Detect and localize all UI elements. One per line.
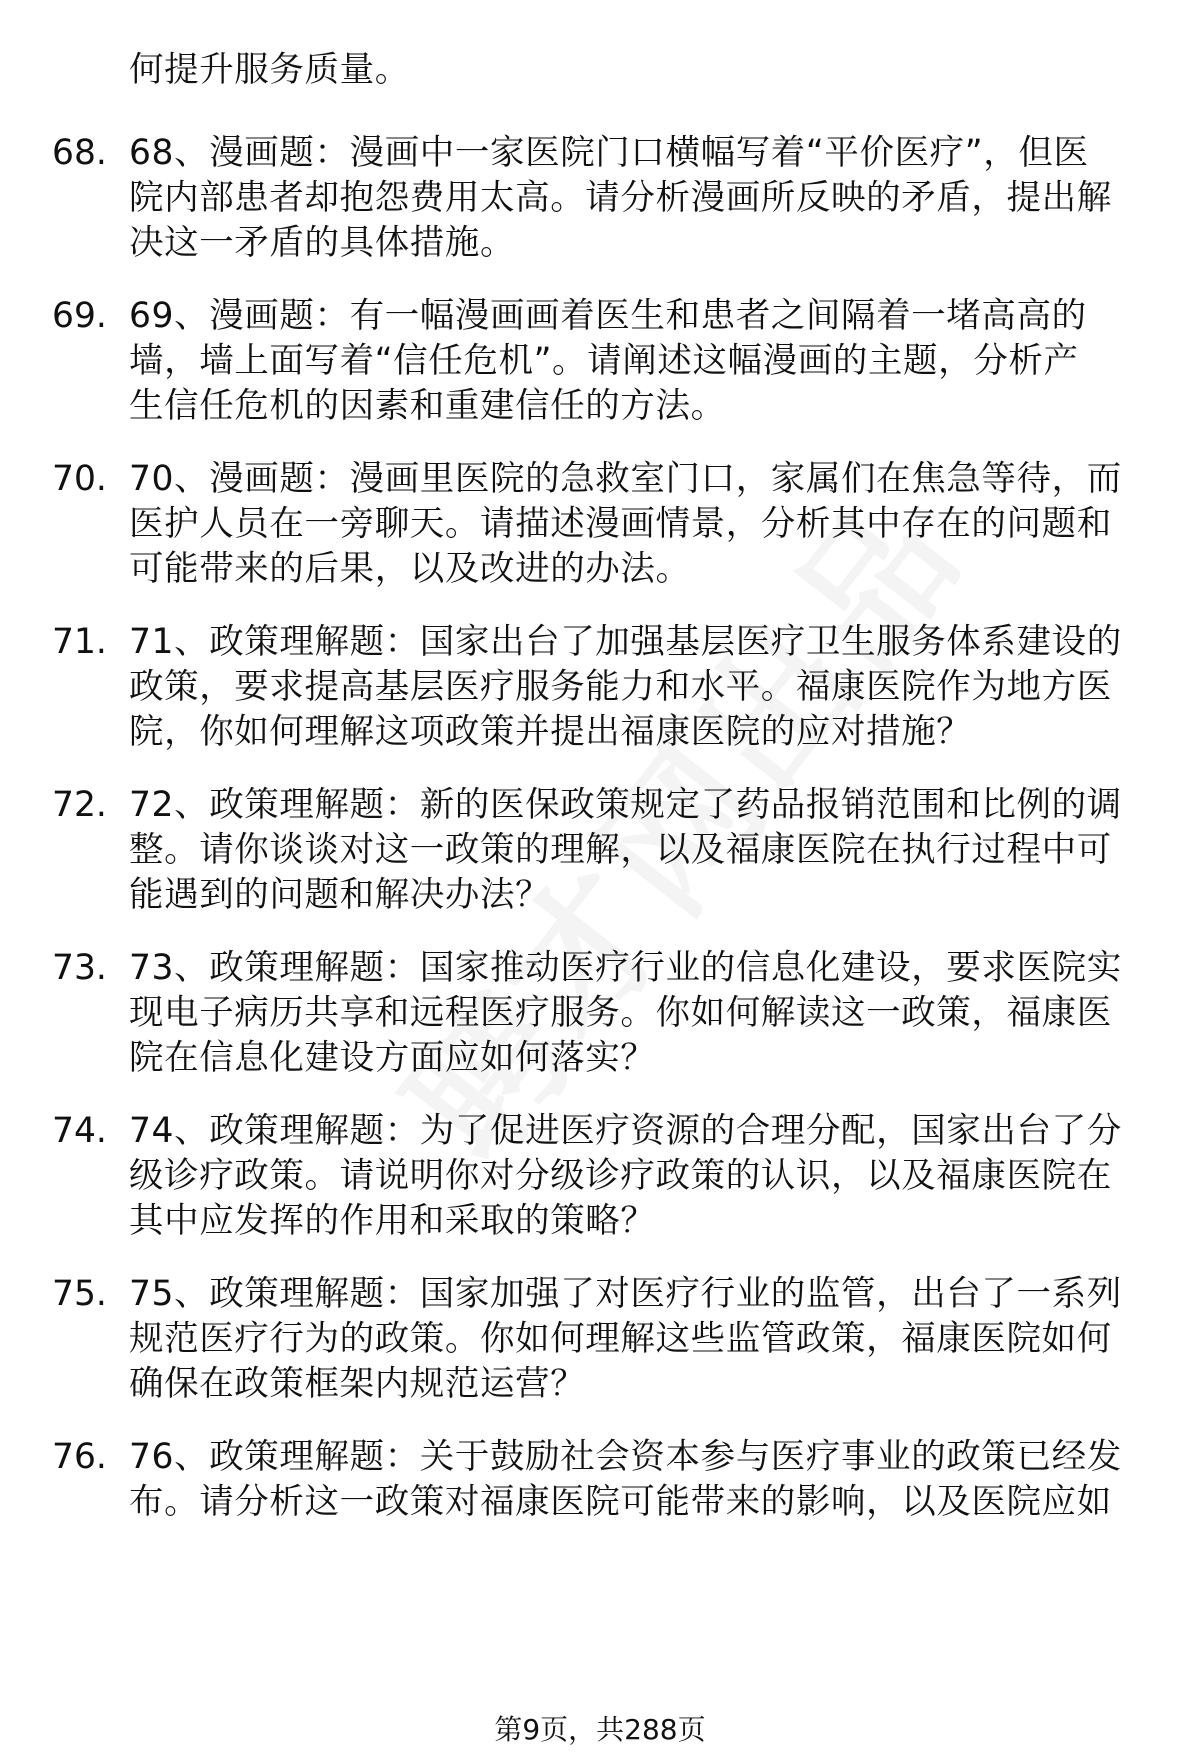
line-text: 政策，要求提高基层医疗服务能力和水平。福康医院作为地方医: [129, 667, 1112, 707]
line-text: 医护人员在一旁聊天。请描述漫画情景，分析其中存在的问题和: [129, 504, 1112, 544]
line-text: 其中应发挥的作用和采取的策略？: [129, 1201, 656, 1241]
item-number: 69.: [52, 296, 107, 336]
line-text: 院内部患者却抱怨费用太高。请分析漫画所反映的矛盾，提出解: [129, 178, 1112, 218]
line-text: 级诊疗政策。请说明你对分级诊疗政策的认识，以及福康医院在: [129, 1156, 1112, 1196]
item-number: 74.: [52, 1111, 107, 1151]
line-text: 69、漫画题：有一幅漫画画着医生和患者之间隔着一堵高高的: [129, 296, 1087, 336]
line-text: 整。请你谈谈对这一政策的理解，以及福康医院在执行过程中可: [129, 830, 1112, 870]
line-text: 可能带来的后果，以及改进的办法。: [129, 549, 691, 589]
line-text: 71、政策理解题：国家出台了加强基层医疗卫生服务体系建设的: [129, 622, 1122, 662]
line-text: 70、漫画题：漫画里医院的急救室门口，家属们在焦急等待，而: [129, 459, 1122, 499]
item-number: 73.: [52, 948, 107, 988]
line-text: 规范医疗行为的政策。你如何理解这些监管政策，福康医院如何: [129, 1319, 1112, 1359]
line-text: 68、漫画题：漫画中一家医院门口横幅写着“平价医疗”，但医: [129, 133, 1089, 173]
item-number: 75.: [52, 1274, 107, 1314]
line-text: 72、政策理解题：新的医保政策规定了药品报销范围和比例的调: [129, 785, 1122, 825]
line-text: 院，你如何理解这项政策并提出福康医院的应对措施？: [129, 712, 972, 752]
line-text: 布。请分析这一政策对福康医院可能带来的影响，以及医院应如: [129, 1482, 1112, 1522]
line-text: 生信任危机的因素和重建信任的方法。: [129, 386, 726, 426]
item-number: 76.: [52, 1437, 107, 1477]
line-text: 何提升服务质量。: [129, 50, 410, 90]
line-text: 决这一矛盾的具体措施。: [129, 223, 516, 263]
line-text: 现电子病历共享和远程医疗服务。你如何解读这一政策，福康医: [129, 993, 1112, 1033]
item-number: 68.: [52, 133, 107, 173]
line-text: 确保在政策框架内规范运营？: [129, 1364, 586, 1404]
page-footer: 第9页，共288页: [494, 1713, 706, 1746]
line-text: 墙，墙上面写着“信任危机”。请阐述这幅漫画的主题，分析产: [129, 341, 1079, 381]
line-text: 74、政策理解题：为了促进医疗资源的合理分配，国家出台了分: [129, 1111, 1122, 1151]
line-text: 73、政策理解题：国家推动医疗行业的信息化建设，要求医院实: [129, 948, 1122, 988]
line-text: 院在信息化建设方面应如何落实？: [129, 1038, 656, 1078]
item-number: 72.: [52, 785, 107, 825]
item-number: 71.: [52, 622, 107, 662]
line-text: 76、政策理解题：关于鼓励社会资本参与医疗事业的政策已经发: [129, 1437, 1122, 1477]
item-number: 70.: [52, 459, 107, 499]
line-text: 能遇到的问题和解决办法？: [129, 875, 551, 915]
line-text: 75、政策理解题：国家加强了对医疗行业的监管，出台了一系列: [129, 1274, 1122, 1314]
